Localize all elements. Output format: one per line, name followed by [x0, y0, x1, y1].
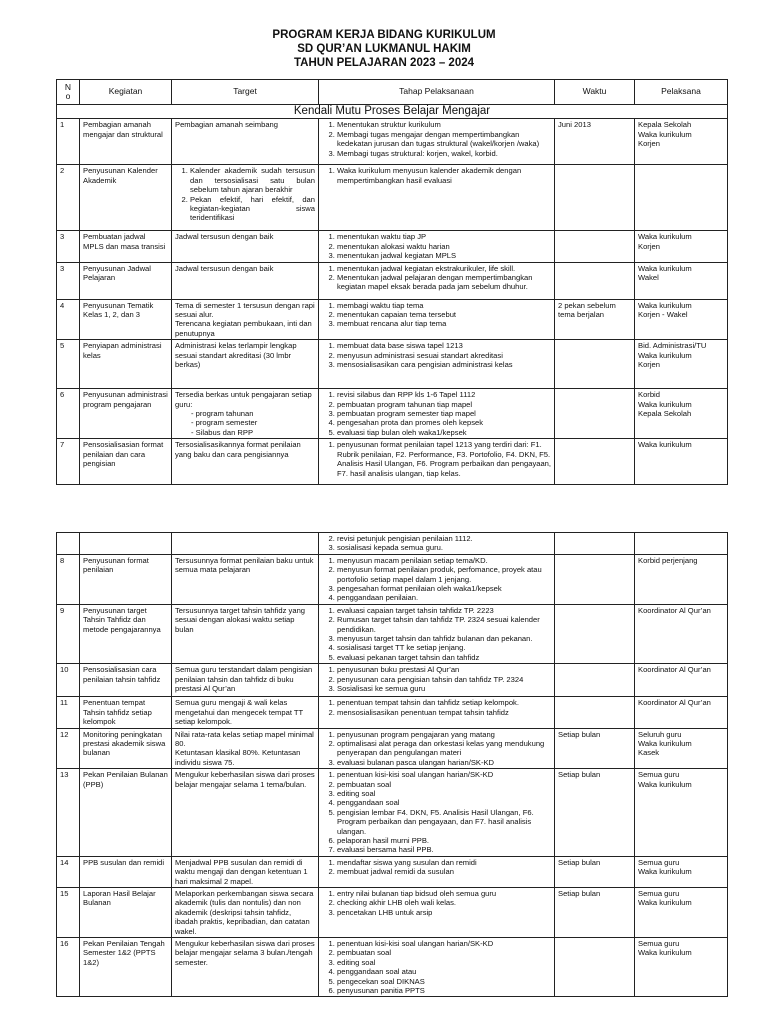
tahap-cell	[319, 340, 555, 389]
waktu-cell	[555, 664, 635, 697]
tahap-item: 2. revisi petunjuk pengisian penilaian 1112.	[337, 534, 551, 543]
empty-cell	[57, 533, 80, 555]
tahap-item: 1. evaluasi capaian target tahsin tahfidz TP. 2223	[337, 606, 551, 615]
waktu-cell: Juni 2013	[555, 119, 635, 165]
pelaksana-text: Wakel	[638, 273, 659, 283]
kegiatan-cell: Penyusunan target Tahsin Tahfidz dan metode pengajarannya	[80, 604, 172, 663]
pelaksana-cell	[635, 664, 728, 697]
target-subitem: - program tahunan	[191, 409, 315, 418]
table-row	[57, 231, 728, 262]
target-item: 1. Kalender akademik sudah tersusun dan tersosialisasi satu bulan sebelum tahun ajaran berakhir	[190, 166, 315, 194]
target-item: 2. Pekan efektif, hari efektif, dan kegiatan-kegiatan siswa teridentifikasi	[190, 195, 315, 223]
target-text: Tema di semester 1 tersusun dengan rapi sesuai alur.	[175, 300, 315, 320]
target-cell	[172, 888, 319, 938]
kegiatan-cell: Penyiapan administrasi kelas	[80, 340, 172, 389]
header-row	[57, 80, 728, 105]
header-waktu: Waktu	[555, 80, 635, 105]
pelaksana-text: Seluruh guru	[638, 729, 682, 739]
table-row	[57, 439, 728, 485]
tahap-item: 6. pelaporan hasil murni PPB.	[337, 836, 551, 845]
tahap-list	[322, 534, 551, 553]
pelaksana-text: Korbid	[638, 390, 660, 400]
tahap-cell	[319, 604, 555, 663]
row-number: 10	[57, 664, 80, 697]
target-cell	[172, 769, 319, 857]
pelaksana-text: Semua guru	[638, 770, 680, 780]
tahap-cell	[319, 938, 555, 997]
doc-title-line2: SD QUR’AN LUKMANUL HAKIM	[297, 43, 471, 55]
doc-title-line1: PROGRAM KERJA BIDANG KURIKULUM	[272, 29, 496, 41]
target-text: Tersosialisasikannya format penilaian yang baku dan cara pengisiannya	[175, 440, 301, 459]
tahap-cell	[319, 389, 555, 439]
tahap-item: 2. Menentukan jadwal pelajaran dengan mempertimbangkan kegiatan mapel eksak berada pada jam sebelum dhuhur.	[337, 273, 551, 292]
pelaksana-text: Semua guru	[638, 889, 680, 898]
tahap-item: 3. mensosialisasikan cara pengisian administrasi kelas	[337, 360, 551, 369]
pelaksana-cell	[635, 769, 728, 857]
tahap-item: 7. evaluasi bersama hasil PPB.	[337, 845, 551, 854]
tahap-item: 1. menyusun macam penilaian setiap tema/KD.	[337, 556, 551, 565]
tahap-list	[322, 939, 551, 995]
pelaksana-text: Semua guru	[638, 939, 680, 949]
tahap-list	[322, 889, 551, 917]
tahap-cell	[319, 533, 555, 555]
table-row	[57, 340, 728, 389]
pelaksana-text: Kepala Sekolah	[638, 409, 692, 419]
row-number: 9	[57, 604, 80, 663]
table-row	[57, 604, 728, 663]
kegiatan-cell: Penyusunan format penilaian	[80, 554, 172, 604]
tahap-list	[322, 665, 551, 693]
pelaksana-text: Korjen	[638, 360, 660, 370]
pelaksana-text: Koordinator Al Qur’an	[638, 665, 711, 675]
target-text: Jadwal tersusun dengan baik	[175, 232, 274, 242]
tahap-list	[322, 341, 551, 369]
tahap-cell	[319, 231, 555, 262]
target-cell	[172, 119, 319, 165]
tahap-item: 3. Sosialisasi ke semua guru	[337, 684, 551, 693]
empty-cell	[635, 533, 728, 555]
target-cell	[172, 604, 319, 663]
tahap-item: 2. pembuatan program tahunan tiap mapel	[337, 400, 551, 409]
target-cell	[172, 299, 319, 340]
tahap-list	[322, 440, 551, 478]
waktu-cell: Setiap bulan	[555, 888, 635, 938]
pelaksana-cell	[635, 697, 728, 728]
tahap-item: 2. Rumusan target tahsin dan tahfidz TP. 2324 sesuai kalender pendidikan.	[337, 615, 551, 634]
tahap-list	[322, 232, 551, 260]
tahap-item: 1. mendaftar siswa yang susulan dan remidi	[337, 858, 551, 867]
row-number: 3	[57, 262, 80, 299]
tahap-cell	[319, 262, 555, 299]
kegiatan-cell: Penyusunan Tematik Kelas 1, 2, dan 3	[80, 299, 172, 340]
tahap-item: 2. pembuatan soal	[337, 948, 551, 957]
pelaksana-cell	[635, 856, 728, 887]
tahap-item: 3. membuat rencana alur tiap tema	[337, 319, 551, 328]
target-cell	[172, 728, 319, 769]
header-tahap: Tahap Pelaksanaan	[319, 80, 555, 105]
tahap-item: 3. editing soal	[337, 958, 551, 967]
pelaksana-text: Waka kurikulum	[638, 399, 692, 409]
tahap-item: 1. membagi waktu tiap tema	[337, 301, 551, 310]
pelaksana-text: Waka kurikulum	[638, 867, 692, 877]
tahap-item: 1. Menentukan struktur kurikulum	[337, 120, 551, 129]
kegiatan-cell: Pekan Penilaian Tengah Semester 1&2 (PPTS 1&2)	[80, 938, 172, 997]
tahap-cell	[319, 728, 555, 769]
pelaksana-text: Waka kurikulum	[638, 232, 692, 242]
waktu-cell	[555, 262, 635, 299]
table-row	[57, 728, 728, 769]
target-cell	[172, 554, 319, 604]
row-number: 8	[57, 554, 80, 604]
header-target: Target	[172, 80, 319, 105]
tahap-item: 2. menentukan alokasi waktu harian	[337, 242, 551, 251]
row-number: 2	[57, 165, 80, 231]
table-row	[57, 299, 728, 340]
tahap-cell	[319, 165, 555, 231]
target-cell	[172, 389, 319, 439]
tahap-list	[322, 858, 551, 877]
tahap-item: 5. evaluasi tiap bulan oleh waka1/kepsek	[337, 428, 551, 437]
tahap-cell	[319, 439, 555, 485]
target-text: Mengukur keberhasilan siswa dari proses belajar mengajar selama 3 bulan./tengah semester.	[175, 939, 315, 967]
pelaksana-cell	[635, 389, 728, 439]
tahap-item: 1. Waka kurikulum menyusun kalender akademik dengan mempertimbangkan hasil evaluasi	[337, 166, 551, 185]
tahap-list	[322, 698, 551, 717]
target-list	[175, 166, 315, 222]
row-number: 13	[57, 769, 80, 857]
row-number: 3	[57, 231, 80, 262]
waktu-cell	[555, 165, 635, 231]
tahap-item: 6. penyusunan panitia PPTS	[337, 986, 551, 995]
target-text: Jadwal tersusun dengan baik	[175, 263, 274, 273]
target-text: Terencana kegiatan pembukaan, inti dan penutupnya	[175, 319, 312, 338]
target-cell	[172, 231, 319, 262]
target-text: Semua guru terstandart dalam pengisian penilaian tahsin dan tahfidz di buku prestasi Al Qur’an	[175, 665, 313, 694]
pelaksana-text: Kasek	[638, 748, 660, 758]
section-title: Kendali Mutu Proses Belajar Mengajar	[57, 105, 728, 119]
pelaksana-text: Waka kurikulum	[638, 898, 692, 908]
tahap-cell	[319, 856, 555, 887]
table-row	[57, 856, 728, 887]
target-subitem: - Silabus dan RPP	[191, 428, 315, 437]
row-number: 7	[57, 439, 80, 485]
waktu-cell	[555, 604, 635, 663]
pelaksana-cell	[635, 439, 728, 485]
table-row	[57, 165, 728, 231]
pelaksana-cell	[635, 938, 728, 997]
tahap-item: 4. penggandaan soal	[337, 798, 551, 807]
target-cell	[172, 697, 319, 728]
target-cell	[172, 439, 319, 485]
target-cell	[172, 262, 319, 299]
target-text: Melaporkan perkembangan siswa secara akademik (tulis dan nontulis) dan non akademik (deskripsi tahsin tahfidz, ibadah praktis, kepribadian, dan catatan wakel.	[175, 889, 314, 936]
tahap-list	[322, 606, 551, 662]
pelaksana-text: Waka kurikulum	[638, 948, 692, 958]
kegiatan-cell: Pensosialisasian format penilaian dan cara pengisian	[80, 439, 172, 485]
pelaksana-text: Koordinator Al Qur’an	[638, 698, 711, 708]
kegiatan-cell: PPB susulan dan remidi	[80, 856, 172, 887]
table-row	[57, 389, 728, 439]
pelaksana-text: Korjen - Wakel	[638, 310, 688, 320]
target-text: Pembagian amanah seimbang	[175, 120, 279, 130]
tahap-item: 3. menyusun target tahsin dan tahfidz bulanan dan pekanan.	[337, 634, 551, 643]
tahap-cell	[319, 697, 555, 728]
pelaksana-cell	[635, 554, 728, 604]
program-table-page1	[56, 79, 728, 485]
table-row	[57, 697, 728, 728]
row-number: 14	[57, 856, 80, 887]
kegiatan-cell: Pembagian amanah mengajar dan struktural	[80, 119, 172, 165]
tahap-item: 1. penyusunan program pengajaran yang matang	[337, 730, 551, 739]
tahap-item: 1. menentukan waktu tiap JP	[337, 232, 551, 241]
tahap-item: 4. sosialisasi target TT ke setiap jenjang.	[337, 643, 551, 652]
tahap-cell	[319, 119, 555, 165]
tahap-cell	[319, 299, 555, 340]
program-table-page2	[56, 532, 728, 997]
target-text: Nilai rata-rata kelas setiap mapel minimal 80.	[175, 729, 314, 748]
pelaksana-text: Waka kurikulum	[638, 129, 692, 139]
pelaksana-cell	[635, 340, 728, 389]
kegiatan-cell: Penyusunan Kalender Akademik	[80, 165, 172, 231]
tahap-item: 2. mensosialisasikan penentuan tempat tahsin tahfidz	[337, 708, 551, 717]
target-cell	[172, 165, 319, 231]
kegiatan-cell: Penyusunan Jadwal Pelajaran	[80, 262, 172, 299]
tahap-cell	[319, 769, 555, 857]
tahap-item: 1. penyusunan buku prestasi Al Qur’an	[337, 665, 551, 674]
kegiatan-cell: Pensosialisasian cara penilaian tahsin tahfidz	[80, 664, 172, 697]
pelaksana-text: Koordinator Al Qur’an	[638, 605, 711, 615]
row-number: 4	[57, 299, 80, 340]
tahap-list	[322, 770, 551, 855]
target-text: Semua guru mengaji & wali kelas mengetahui dan mengecek tempat TT setiap kelompok.	[175, 698, 304, 727]
waktu-cell	[555, 340, 635, 389]
row-number: 16	[57, 938, 80, 997]
tahap-list	[322, 166, 551, 185]
target-text: Tersusunnya target tahsin tahfidz yang sesuai dengan alokasi waktu setiap bulan	[175, 605, 306, 634]
target-text: Administrasi kelas terlampir lengkap sesuai standart akreditasi (30 lmbr berkas)	[175, 341, 297, 370]
target-text: Mengukur keberhasilan siswa dari proses belajar mengajar selama 1 tema/bulan.	[175, 770, 315, 789]
waktu-cell	[555, 389, 635, 439]
header-no: N o	[57, 80, 80, 105]
tahap-item: 3. evaluasi bulanan pasca ulangan harian/SK-KD	[337, 758, 551, 767]
kegiatan-cell: Penentuan tempat Tahsin tahfidz setiap kelompok	[80, 697, 172, 728]
tahap-item: 1. menentukan jadwal kegiatan ekstrakurikuler, life skill.	[337, 264, 551, 273]
tahap-cell	[319, 888, 555, 938]
table-row	[57, 262, 728, 299]
tahap-item: 1. penentuan kisi-kisi soal ulangan harian/SK-KD	[337, 770, 551, 779]
tahap-item: 1. penentuan tempat tahsin dan tahfidz setiap kelompok.	[337, 698, 551, 707]
pelaksana-text: Waka kurikulum	[638, 779, 692, 789]
tahap-item: 2. checking akhir LHB oleh wali kelas.	[337, 898, 551, 907]
pelaksana-cell	[635, 299, 728, 340]
tahap-item: 2. penyusunan cara pengisian tahsin dan tahfidz TP. 2324	[337, 675, 551, 684]
tahap-list	[322, 730, 551, 768]
pelaksana-cell	[635, 231, 728, 262]
tahap-cell	[319, 664, 555, 697]
tahap-item: 3. pembuatan program semester tiap mapel	[337, 409, 551, 418]
tahap-item: 1. membuat data base siswa tapel 1213	[337, 341, 551, 350]
tahap-list	[322, 301, 551, 329]
target-cell	[172, 340, 319, 389]
continuation-row	[57, 533, 728, 555]
target-subitem: - program semester	[191, 418, 315, 427]
tahap-item: 3. Membagi tugas struktural: korjen, wakel, korbid.	[337, 149, 551, 158]
target-cell	[172, 938, 319, 997]
waktu-cell	[555, 554, 635, 604]
tahap-list	[322, 264, 551, 292]
doc-title-line3: TAHUN PELAJARAN 2023 – 2024	[293, 57, 475, 69]
waktu-cell: Setiap bulan	[555, 769, 635, 857]
waktu-cell	[555, 697, 635, 728]
pelaksana-text: Waka kurikulum	[638, 350, 692, 360]
pelaksana-text: Semua guru	[638, 857, 680, 867]
pelaksana-cell	[635, 165, 728, 231]
row-number: 6	[57, 389, 80, 439]
pelaksana-text: Korjen	[638, 241, 660, 251]
table-row	[57, 119, 728, 165]
waktu-cell: Setiap bulan	[555, 728, 635, 769]
tahap-item: 2. menyusun administrasi sesuai standart akreditasi	[337, 351, 551, 360]
kegiatan-cell: Pekan Penilaian Bulanan (PPB)	[80, 769, 172, 857]
pelaksana-cell	[635, 604, 728, 663]
row-number: 11	[57, 697, 80, 728]
table-row	[57, 769, 728, 857]
tahap-item: 4. penggandaan soal atau	[337, 967, 551, 976]
target-sublist	[175, 409, 315, 437]
table-row	[57, 938, 728, 997]
target-cell	[172, 856, 319, 887]
waktu-cell	[555, 231, 635, 262]
tahap-item: 5. evaluasi pekanan target tahsin dan tahfidz	[337, 653, 551, 662]
empty-cell	[172, 533, 319, 555]
target-cell	[172, 664, 319, 697]
tahap-item: 3. sosialisasi kepada semua guru.	[337, 543, 551, 552]
tahap-item: 1. entry nilai bulanan tiap bidsud oleh semua guru	[337, 889, 551, 898]
tahap-item: 5. pengecekan soal DIKNAS	[337, 977, 551, 986]
tahap-item: 4. penggandaan penilaian.	[337, 593, 551, 602]
kegiatan-cell: Laporan Hasil Belajar Bulanan	[80, 888, 172, 938]
pelaksana-cell	[635, 728, 728, 769]
pelaksana-cell	[635, 262, 728, 299]
table-row	[57, 888, 728, 938]
tahap-item: 2. pembuatan soal	[337, 780, 551, 789]
waktu-cell	[555, 938, 635, 997]
tahap-item: 4. pengesahan prota dan promes oleh kepsek	[337, 418, 551, 427]
waktu-cell	[555, 439, 635, 485]
tahap-item: 3. pengesahan format penilaian oleh waka1/kepsek	[337, 584, 551, 593]
target-text: Ketuntasan klasikal 80%. Ketuntasan individu siswa 75.	[175, 748, 301, 767]
tahap-item: 3. pencetakan LHB untuk arsip	[337, 908, 551, 917]
kegiatan-cell: Monitoring peningkatan prestasi akademik siswa bulanan	[80, 728, 172, 769]
tahap-item: 3. menentukan jadwal kegiatan MPLS	[337, 251, 551, 260]
pelaksana-text: Korbid perjenjang	[638, 555, 698, 565]
header-kegiatan: Kegiatan	[80, 80, 172, 105]
target-text: Tersusunnya format penilaian baku untuk semua mata pelajaran	[175, 555, 314, 575]
pelaksana-cell	[635, 119, 728, 165]
target-text: Menjadwal PPB susulan dan remidi di waktu mengaji dan dengan ketentuan 1 hari maksimal 2 mapel.	[175, 857, 308, 886]
tahap-cell	[319, 554, 555, 604]
target-text: Tersedia berkas untuk pengajaran setiap guru:	[175, 390, 312, 409]
row-number: 15	[57, 888, 80, 938]
pelaksana-text: Waka kurikulum	[638, 738, 692, 748]
pelaksana-text: Waka kurikulum	[638, 300, 692, 310]
tahap-item: 2. menyusun format penilaian produk, perfomance, proyek atau portofolio setiap mapel dalam 1 jenjang.	[337, 565, 551, 584]
header-pelaksana: Pelaksana	[635, 80, 728, 105]
tahap-item: 5. pengisian lembar F4. DKN, F5. Analisis Hasil Ulangan, F6. Program perbaikan dan pengayaan, dan F7. hasil analisis ulangan.	[337, 808, 551, 836]
pelaksana-cell	[635, 888, 728, 938]
tahap-item: 2. membuat jadwal remidi da susulan	[337, 867, 551, 876]
table-row	[57, 664, 728, 697]
tahap-list	[322, 390, 551, 437]
empty-cell	[555, 533, 635, 555]
waktu-cell: 2 pekan sebelum tema berjalan	[555, 299, 635, 340]
tahap-list	[322, 120, 551, 158]
row-number: 5	[57, 340, 80, 389]
tahap-item: 2. optimalisasi alat peraga dan orkestasi kelas yang mendukung penyerapan dan pengulangan materi	[337, 739, 551, 758]
kegiatan-cell: Penyusunan administrasi program pengajaran	[80, 389, 172, 439]
kegiatan-cell: Pembuatan jadwal MPLS dan masa transisi	[80, 231, 172, 262]
tahap-item: 3. editing soal	[337, 789, 551, 798]
tahap-item: 1. penyusunan format penilaian tapel 1213 yang terdiri dari: F1. Rubrik penilaian, F2. Performance, F3. Portofolio, F4. DKN, F5. Analisis Hasil Ulangan, F6. Program perbaikan dan pengayaan, F7. hasil analisis ulangan, tiap kelas.	[337, 440, 551, 478]
row-number: 12	[57, 728, 80, 769]
pelaksana-text: Waka kurikulum	[638, 263, 692, 273]
tahap-item: 1. penentuan kisi-kisi soal ulangan harian/SK-KD	[337, 939, 551, 948]
pelaksana-text: Bid. Administrasi/TU	[638, 341, 707, 351]
row-number: 1	[57, 119, 80, 165]
tahap-item: 1. revisi silabus dan RPP kls 1-6 Tapel 1112	[337, 390, 551, 399]
empty-cell	[80, 533, 172, 555]
pelaksana-text: Waka kurikulum	[638, 440, 692, 450]
tahap-item: 2. Membagi tugas mengajar dengan mempertimbangkan kedekatan jurusan dan tugas struktural (wakel/korjen /waka)	[337, 130, 551, 149]
tahap-item: 2. menentukan capaian tema tersebut	[337, 310, 551, 319]
tahap-list	[322, 556, 551, 603]
table-row	[57, 554, 728, 604]
pelaksana-text: Korjen	[638, 139, 660, 149]
pelaksana-text: Kepala Sekolah	[638, 120, 692, 130]
waktu-cell: Setiap bulan	[555, 856, 635, 887]
